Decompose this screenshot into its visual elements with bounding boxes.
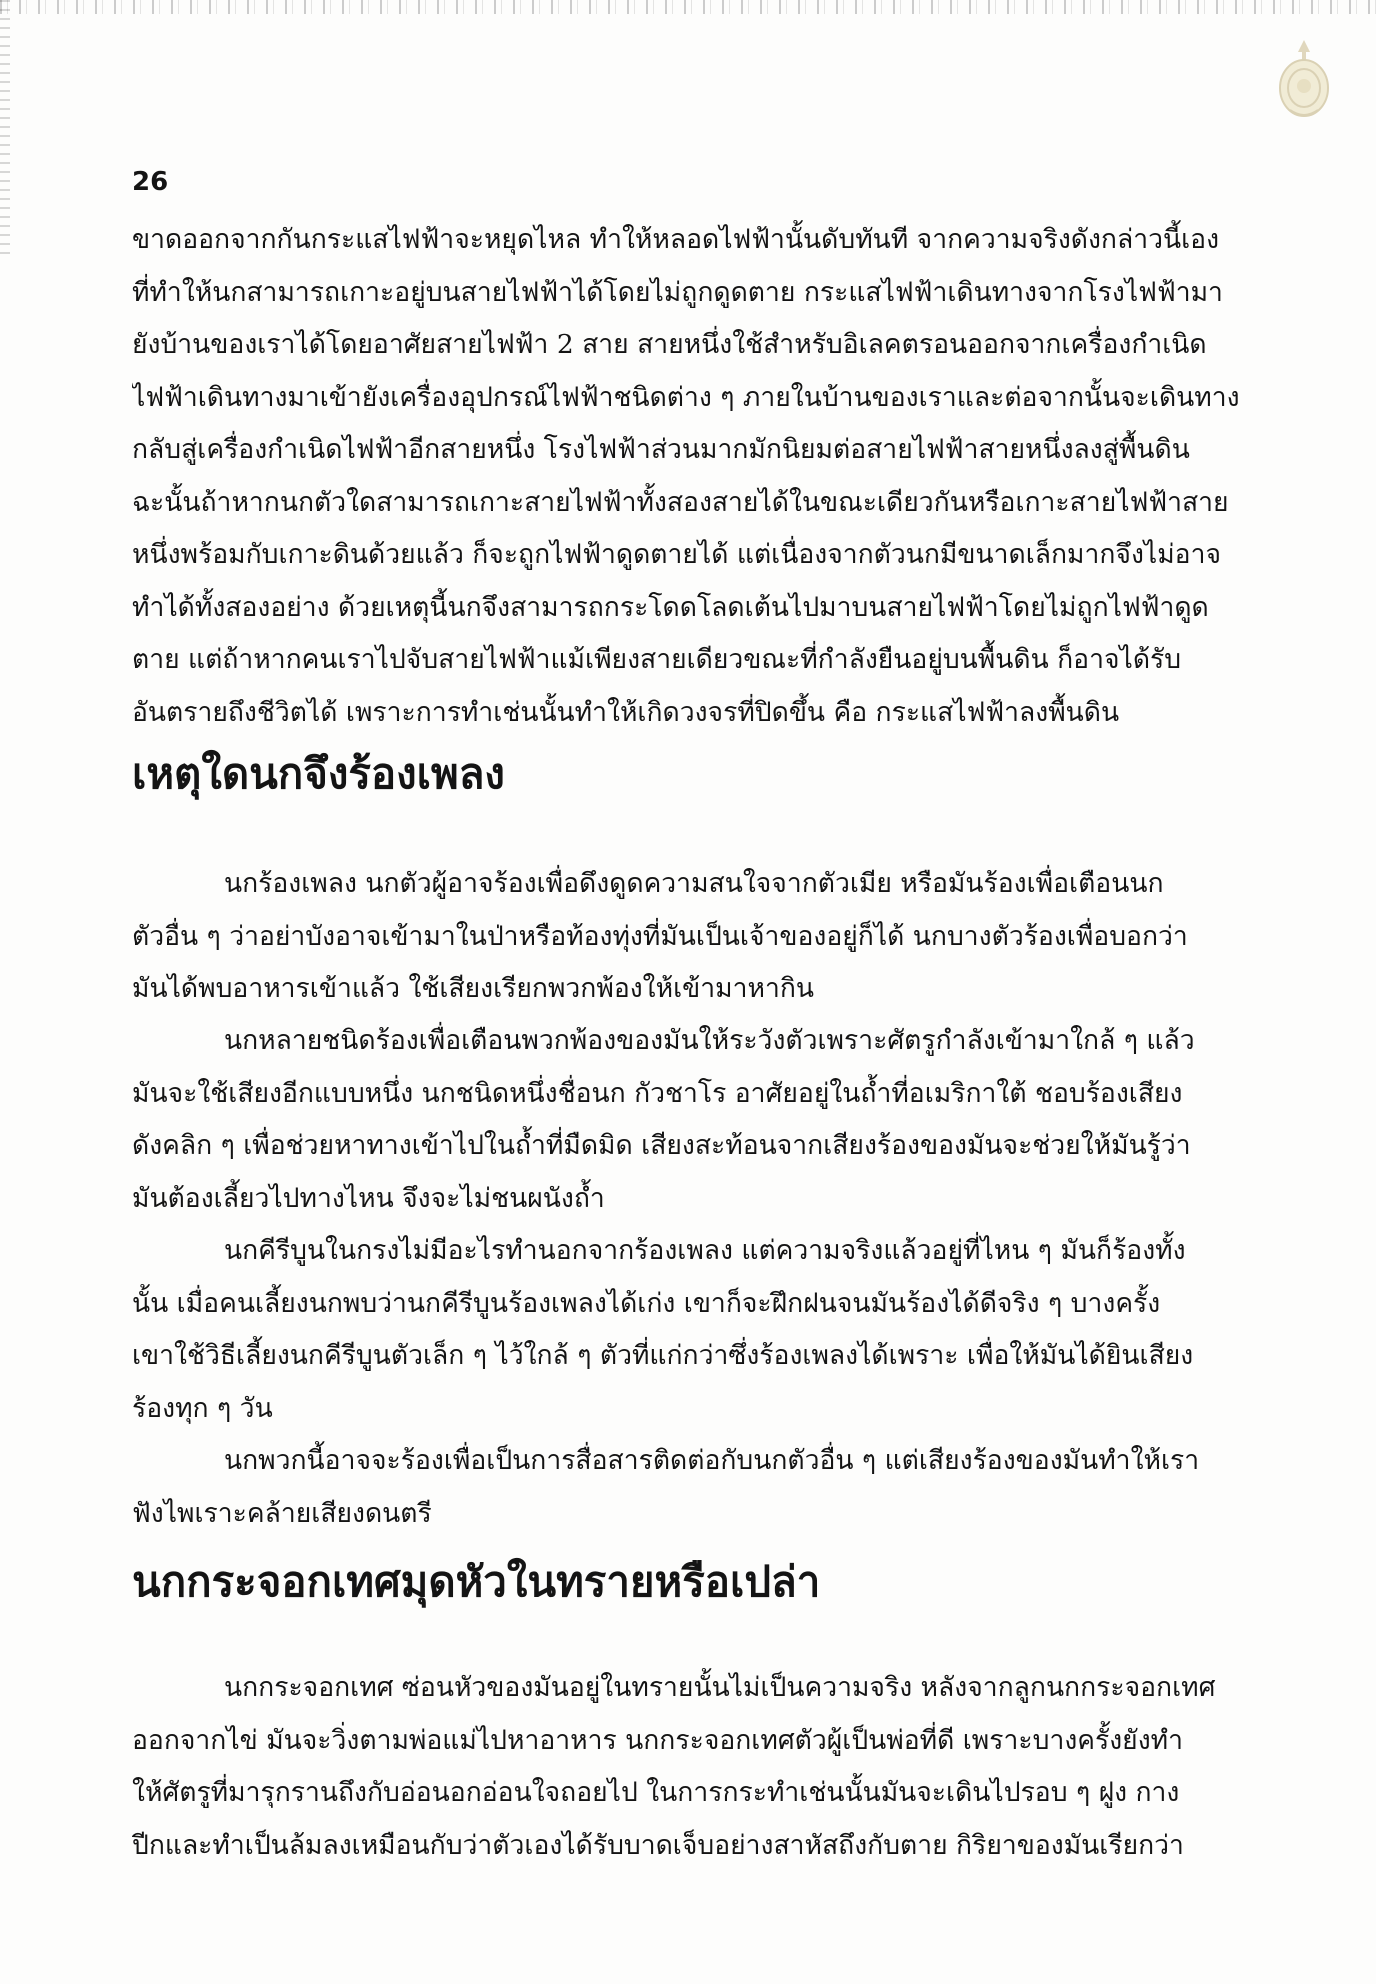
text-line: เขาใช้วิธีเลี้ยงนกคีรีบูนตัวเล็ก ๆ ไว้ใกล้ ๆ ตัวที่แก่กว่าซึ่งร้องเพลงได้เพราะ เพื่อให้มันได้ยินเสียง (132, 1340, 1194, 1371)
text-line: มันต้องเลี้ยวไปทางไหน จึงจะไม่ชนผนังถ้ำ (132, 1182, 605, 1214)
text-line: หนึ่งพร้อมกับเกาะดินด้วยแล้ว ก็จะถูกไฟฟ้าดูดตายได้ แต่เนื่องจากตัวนกมีขนาดเล็กมากจึงไม่อาจ (132, 539, 1222, 570)
text-line: ตาย แต่ถ้าหากคนเราไปจับสายไฟฟ้าแม้เพียงสายเดียวขณะที่กำลังยืนอยู่บนพื้นดิน ก็อาจได้รับ (132, 644, 1182, 675)
text-line: นกกระจอกเทศ ซ่อนหัวของมันอยู่ในทรายนั้นไม่เป็นความจริง หลังจากลูกนกกระจอกเทศ (224, 1672, 1216, 1703)
text-line: ดังคลิก ๆ เพื่อช่วยหาทางเข้าไปในถ้ำที่มืดมิด เสียงสะท้อนจากเสียงร้องของมันจะช่วยให้มันรู้ว่า (132, 1130, 1191, 1161)
text-line: มันได้พบอาหารเข้าแล้ว ใช้เสียงเรียกพวกพ้องให้เข้ามาหากิน (132, 973, 814, 1004)
text-line: อันตรายถึงชีวิตได้ เพราะการทำเช่นนั้นทำให้เกิดวงจรที่ปิดขึ้น คือ กระแสไฟฟ้าลงพื้นดิน (132, 696, 1120, 728)
text-line: ปีกและทำเป็นล้มลงเหมือนกับว่าตัวเองได้รับบาดเจ็บอย่างสาหัสถึงกับตาย กิริยาของมันเรียกว่า (132, 1829, 1184, 1861)
text-line: ที่ทำให้นกสามารถเกาะอยู่บนสายไฟฟ้าได้โดยไม่ถูกดูดตาย กระแสไฟฟ้าเดินทางจากโรงไฟฟ้ามา (132, 276, 1223, 308)
text-line: ตัวอื่น ๆ ว่าอย่าบังอาจเข้ามาในป่าหรือท้องทุ่งที่มันเป็นเจ้าของอยู่ก็ได้ นกบางตัวร้องเพื่อบอกว่า (132, 920, 1188, 952)
text-line: ร้องทุก ๆ วัน (132, 1392, 273, 1424)
singing-paragraph-4 (132, 1435, 1312, 1540)
page-number: 26 (132, 167, 169, 197)
text-line: นกคีรีบูนในกรงไม่มีอะไรทำนอกจากร้องเพลง แต่ความจริงแล้วอยู่ที่ไหน ๆ มันก็ร้องทั้ง (224, 1235, 1186, 1266)
text-line: ให้ศัตรูที่มารุกรานถึงกับอ่อนอกอ่อนใจถอยไป ในการกระทำเช่นนั้นมันจะเดินไปรอบ ๆ ฝูง กาง (132, 1777, 1180, 1808)
thai-emblem-seal-icon (1276, 38, 1332, 122)
text-line: มันจะใช้เสียงอีกแบบหนึ่ง นกชนิดหนึ่งชื่อนก กัวชาโร อาศัยอยู่ในถ้ำที่อเมริกาใต้ ชอบร้องเสียง (132, 1077, 1183, 1109)
text-line: ไฟฟ้าเดินทางมาเข้ายังเครื่องอุปกรณ์ไฟฟ้าชนิดต่าง ๆ ภายในบ้านของเราและต่อจากนั้นจะเดินทาง (132, 381, 1240, 413)
intro-paragraph (132, 214, 1312, 739)
text-line: นกร้องเพลง นกตัวผู้อาจร้องเพื่อดึงดูดความสนใจจากตัวเมีย หรือมันร้องเพื่อเตือนนก (224, 868, 1164, 899)
text-line: นั้น เมื่อคนเลี้ยงนกพบว่านกคีรีบูนร้องเพลงได้เก่ง เขาก็จะฝึกฝนจนมันร้องได้ดีจริง ๆ บางครั้ง (132, 1287, 1161, 1319)
section-heading-singing: เหตุใดนกจึงร้องเพลง (132, 749, 505, 798)
text-line: นกหลายชนิดร้องเพื่อเตือนพวกพ้องของมันให้ระวังตัวเพราะศัตรูกำลังเข้ามาใกล้ ๆ แล้ว (224, 1025, 1195, 1056)
singing-paragraph-1 (132, 858, 1312, 1016)
section-heading-ostrich: นกกระจอกเทศมุดหัวในทรายหรือเปล่า (132, 1557, 821, 1606)
scan-edge-left (0, 0, 10, 260)
text-line: ออกจากไข่ มันจะวิ่งตามพ่อแม่ไปหาอาหาร นกกระจอกเทศตัวผู้เป็นพ่อที่ดี เพราะบางครั้งยังทำ (132, 1724, 1183, 1756)
scan-edge-top (0, 0, 1376, 14)
text-line: กลับสู่เครื่องกำเนิดไฟฟ้าอีกสายหนึ่ง โรงไฟฟ้าส่วนมากมักนิยมต่อสายไฟฟ้าสายหนึ่งลงสู่พื้นดิน (132, 434, 1190, 465)
text-line: ทำได้ทั้งสองอย่าง ด้วยเหตุนี้นกจึงสามารถกระโดดโลดเต้นไปมาบนสายไฟฟ้าโดยไม่ถูกไฟฟ้าดูด (132, 591, 1209, 623)
singing-paragraph-3 (132, 1225, 1312, 1435)
text-line: ฉะนั้นถ้าหากนกตัวใดสามารถเกาะสายไฟฟ้าทั้งสองสายได้ในขณะเดียวกันหรือเกาะสายไฟฟ้าสาย (132, 486, 1229, 518)
text-line: นกพวกนี้อาจจะร้องเพื่อเป็นการสื่อสารติดต่อกับนกตัวอื่น ๆ แต่เสียงร้องของมันทำให้เรา (224, 1445, 1200, 1476)
text-line: ขาดออกจากกันกระแสไฟฟ้าจะหยุดไหล ทำให้หลอดไฟฟ้านั้นดับทันที จากความจริงดังกล่าวนี้เอง (132, 224, 1220, 255)
text-line: ฟังไพเราะคล้ายเสียงดนตรี (132, 1497, 432, 1529)
ostrich-paragraph-1 (132, 1662, 1312, 1872)
text-line: ยังบ้านของเราได้โดยอาศัยสายไฟฟ้า 2 สาย สายหนึ่งใช้สำหรับอิเลคตรอนออกจากเครื่องกำเนิด (132, 329, 1207, 360)
singing-paragraph-2 (132, 1015, 1312, 1225)
